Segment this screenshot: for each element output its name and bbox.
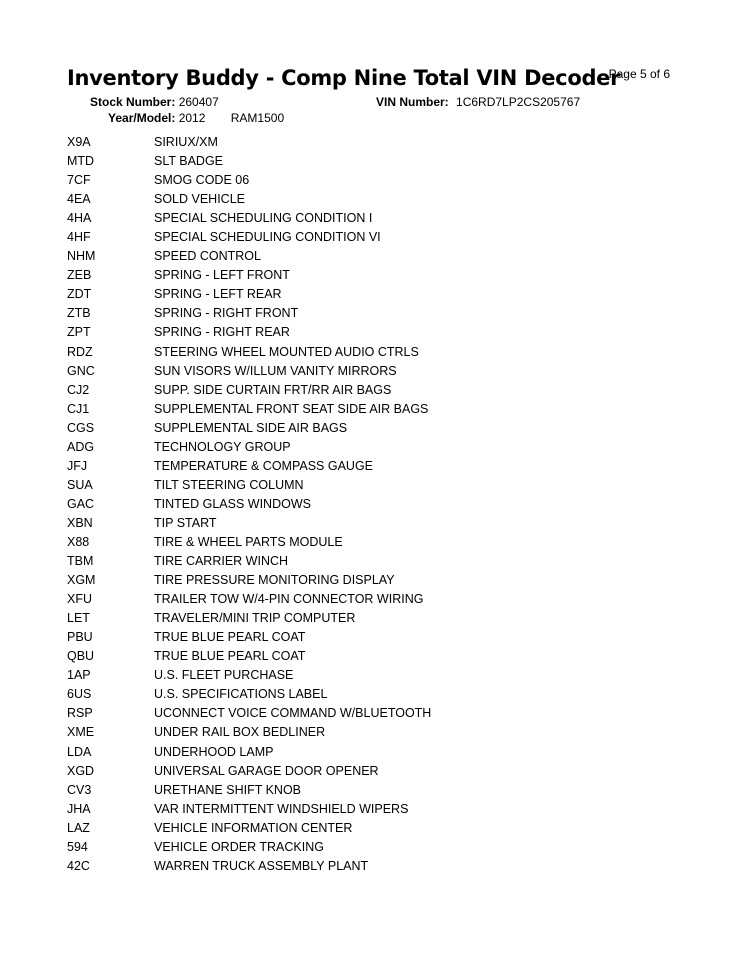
list-item: [67, 171, 687, 190]
option-code: 42C: [67, 858, 90, 873]
list-item: [67, 800, 687, 819]
option-description: TILT STEERING COLUMN: [154, 477, 304, 492]
option-code: JHA: [67, 801, 91, 816]
option-description: TECHNOLOGY GROUP: [154, 439, 291, 454]
list-item: [67, 514, 687, 533]
option-description: UNDER RAIL BOX BEDLINER: [154, 725, 326, 740]
list-item: [67, 228, 687, 247]
list-item: [67, 571, 687, 590]
stock-number-value: 260407: [178, 95, 219, 109]
option-description: TRAILER TOW W/4-PIN CONNECTOR WIRING: [154, 592, 424, 607]
list-item: [67, 723, 687, 742]
option-description: SPRING - LEFT FRONT: [154, 268, 290, 283]
list-item: [67, 190, 687, 209]
year-model-field: [108, 111, 284, 125]
option-description: WARREN TRUCK ASSEMBLY PLANT: [154, 858, 369, 873]
option-code: 4HA: [67, 211, 92, 226]
year-model-label: Year/Model:: [108, 111, 176, 125]
option-code: LDA: [67, 744, 92, 759]
option-description: SPRING - LEFT REAR: [154, 287, 282, 302]
option-description: SUPPLEMENTAL FRONT SEAT SIDE AIR BAGS: [154, 401, 429, 416]
option-code: ZTB: [67, 306, 91, 321]
vin-number-label: VIN Number:: [376, 95, 449, 109]
option-code: ADG: [67, 439, 95, 454]
option-code: XME: [67, 725, 95, 740]
option-code: XGD: [67, 763, 95, 778]
option-description: SPECIAL SCHEDULING CONDITION VI: [154, 230, 381, 245]
option-code: 594: [67, 839, 88, 854]
option-code: CJ2: [67, 382, 90, 397]
list-item: [67, 609, 687, 628]
option-description: SUPPLEMENTAL SIDE AIR BAGS: [154, 420, 348, 435]
option-code: SUA: [67, 477, 93, 492]
option-description: VEHICLE ORDER TRACKING: [154, 839, 324, 854]
option-description: TINTED GLASS WINDOWS: [154, 496, 311, 511]
option-description: U.S. SPECIFICATIONS LABEL: [154, 687, 328, 702]
option-description: URETHANE SHIFT KNOB: [154, 782, 302, 797]
list-item: [67, 743, 687, 762]
option-description: SMOG CODE 06: [154, 173, 250, 188]
option-code: CJ1: [67, 401, 90, 416]
list-item: [67, 266, 687, 285]
option-code: 4HF: [67, 230, 91, 245]
vin-number-value: 1C6RD7LP2CS205767: [456, 95, 581, 109]
list-item: [67, 285, 687, 304]
list-item: [67, 419, 687, 438]
list-item: [67, 152, 687, 171]
option-description: TRUE BLUE PEARL COAT: [154, 649, 306, 664]
option-code-list: [67, 133, 687, 876]
option-code: 7CF: [67, 173, 91, 188]
option-description: TRUE BLUE PEARL COAT: [154, 630, 306, 645]
option-code: XBN: [67, 515, 93, 530]
option-description: SIRIUX/XM: [154, 135, 218, 149]
option-description: TIRE CARRIER WINCH: [154, 554, 289, 569]
list-item: [67, 685, 687, 704]
list-item: [67, 343, 687, 362]
option-code: X9A: [67, 135, 91, 149]
option-code: JFJ: [67, 458, 88, 473]
list-item: [67, 400, 687, 419]
list-item: [67, 857, 687, 876]
option-description: SUN VISORS W/ILLUM VANITY MIRRORS: [154, 363, 397, 378]
option-description: U.S. FLEET PURCHASE: [154, 668, 294, 683]
stock-number-label: Stock Number:: [90, 95, 176, 109]
option-description: UNDERHOOD LAMP: [154, 744, 274, 759]
option-code: 1AP: [67, 668, 91, 683]
option-code: ZPT: [67, 325, 91, 340]
option-description: SPECIAL SCHEDULING CONDITION I: [154, 211, 373, 226]
list-item: [67, 628, 687, 647]
list-item: [67, 819, 687, 838]
list-item: [67, 323, 687, 342]
list-item: [67, 362, 687, 381]
option-description: TIP START: [154, 515, 217, 530]
option-description: VAR INTERMITTENT WINDSHIELD WIPERS: [154, 801, 409, 816]
page-number: Page 5 of 6: [608, 67, 670, 81]
list-item: [67, 647, 687, 666]
option-code: 4EA: [67, 192, 91, 207]
list-item: [67, 133, 687, 152]
list-item: [67, 495, 687, 514]
option-code: X88: [67, 534, 90, 549]
list-item: [67, 838, 687, 857]
list-item: [67, 381, 687, 400]
option-description: TIRE PRESSURE MONITORING DISPLAY: [154, 573, 395, 588]
list-item: [67, 438, 687, 457]
option-description: SPRING - RIGHT FRONT: [154, 306, 299, 321]
document-title: Inventory Buddy - Comp Nine Total VIN Decoder: [67, 66, 621, 90]
list-item: [67, 704, 687, 723]
option-description: SPEED CONTROL: [154, 249, 261, 264]
option-description: STEERING WHEEL MOUNTED AUDIO CTRLS: [154, 344, 419, 359]
option-code: CGS: [67, 420, 95, 435]
option-code: XGM: [67, 573, 96, 588]
option-code: RDZ: [67, 344, 93, 359]
list-item: [67, 552, 687, 571]
list-item: [67, 762, 687, 781]
option-description: UNIVERSAL GARAGE DOOR OPENER: [154, 763, 379, 778]
option-code: PBU: [67, 630, 93, 645]
model-value: RAM1500: [230, 111, 285, 125]
option-description: SPRING - RIGHT REAR: [154, 325, 290, 340]
option-code: CV3: [67, 782, 92, 797]
option-code: ZDT: [67, 287, 92, 302]
option-code: MTD: [67, 154, 95, 169]
option-code: NHM: [67, 249, 96, 264]
option-code: RSP: [67, 706, 93, 721]
option-code: TBM: [67, 554, 94, 569]
list-item: [67, 247, 687, 266]
option-description: UCONNECT VOICE COMMAND W/BLUETOOTH: [154, 706, 432, 721]
option-code: GNC: [67, 363, 95, 378]
option-description: SLT BADGE: [154, 154, 224, 169]
stock-number-field: [90, 95, 219, 109]
list-item: [67, 457, 687, 476]
list-item: [67, 590, 687, 609]
option-description: TIRE & WHEEL PARTS MODULE: [154, 534, 343, 549]
option-description: TRAVELER/MINI TRIP COMPUTER: [154, 611, 356, 626]
list-item: [67, 666, 687, 685]
option-description: SOLD VEHICLE: [154, 192, 246, 207]
list-item: [67, 209, 687, 228]
list-item: [67, 781, 687, 800]
vin-number-field: [376, 95, 580, 109]
list-item: [67, 304, 687, 323]
list-item: [67, 476, 687, 495]
option-code: XFU: [67, 592, 92, 607]
option-description: VEHICLE INFORMATION CENTER: [154, 820, 353, 835]
option-code: ZEB: [67, 268, 92, 283]
option-code: LET: [67, 611, 90, 626]
year-value: 2012: [178, 111, 206, 125]
option-code: LAZ: [67, 820, 90, 835]
option-description: TEMPERATURE & COMPASS GAUGE: [154, 458, 374, 473]
option-code: GAC: [67, 496, 95, 511]
list-item: [67, 533, 687, 552]
option-code: 6US: [67, 687, 92, 702]
option-code: QBU: [67, 649, 95, 664]
option-description: SUPP. SIDE CURTAIN FRT/RR AIR BAGS: [154, 382, 392, 397]
